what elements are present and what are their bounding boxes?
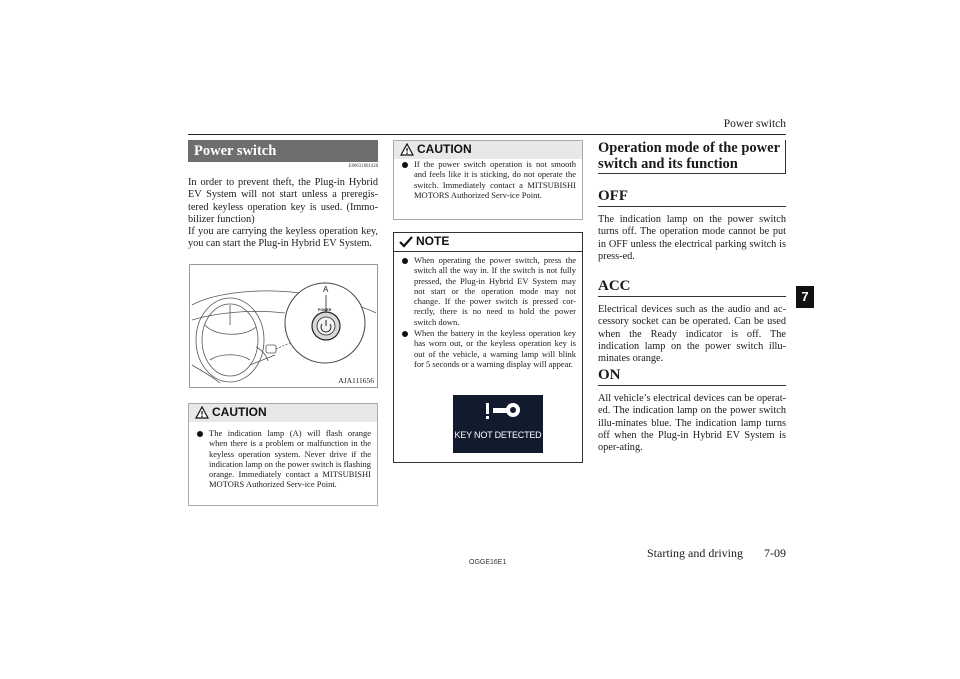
caution-box-1	[188, 403, 378, 506]
mode-off-section	[598, 188, 786, 263]
heading-rule	[598, 385, 786, 386]
warning-triangle-icon	[195, 406, 209, 419]
warning-triangle-icon	[400, 143, 414, 156]
mode-acc-text: Electrical devices such as the audio and ac-cessory socket can be operated. Can be used when the Ready indicator is off. The indication lamp on the power switch illu-minates orange.	[598, 304, 786, 365]
dashboard-illustration	[190, 265, 377, 387]
note-item	[400, 255, 576, 327]
section-title-bar: Power switch	[188, 140, 378, 162]
intro-paragraph-2: If you are carrying the keyless operation key, you can start the Plug-in Hybrid EV System.	[188, 226, 378, 250]
running-header-title: Power switch	[723, 118, 786, 130]
section-title-frame	[598, 140, 786, 174]
bullet-icon	[402, 331, 408, 337]
caution-box-2	[393, 140, 583, 220]
key-not-detected-display	[453, 395, 543, 453]
note-header	[394, 233, 582, 252]
caution-label: CAUTION	[417, 142, 472, 156]
caution-item	[400, 159, 576, 200]
note-box	[393, 232, 583, 463]
intro-text	[188, 177, 378, 251]
heading-rule	[598, 206, 786, 207]
caution-item	[195, 428, 371, 490]
bullet-icon	[402, 258, 408, 264]
note-pencil-icon	[398, 235, 414, 248]
section-title: Operation mode of the power switch and its function	[598, 140, 780, 172]
mode-on-heading: ON	[598, 367, 621, 383]
mode-off-text: The indication lamp on the power switch turns off. The operation mode cannot be put in OFF unless the electrical parking switch is press-ed.	[598, 214, 786, 262]
figure-code: AJA111656	[338, 376, 374, 385]
footer-section-name: Starting and driving	[647, 546, 743, 560]
header-rule	[188, 134, 786, 135]
note-item	[400, 328, 576, 369]
display-message: KEY NOT DETECTED	[454, 430, 542, 440]
power-switch-figure	[189, 264, 378, 388]
caution-header	[189, 404, 377, 422]
bullet-icon	[402, 162, 408, 168]
mode-acc-heading: ACC	[598, 278, 631, 294]
mode-off-heading: OFF	[598, 188, 628, 204]
note-item-text: When the battery in the keyless operation key has worn out, or the keyless operation key is out of the vehicle, a warning lamp will blink for 5 seconds or a warning display will appear.	[414, 328, 576, 369]
note-item-text: When operating the power switch, press the switch all the way in. If the switch is not fully pressed, the Plug-in Hybrid EV System may not start or the operation mode may not change. If the power switch is pressed cor-rectly, there is no need to hold the power switch down.	[414, 255, 576, 327]
key-warning-icon	[453, 395, 543, 425]
caution-header	[394, 141, 582, 159]
mode-acc-section	[598, 278, 786, 365]
intro-paragraph-1: In order to prevent theft, the Plug-in Hybrid EV System will not start unless a preregis-tered keyless operation key is used. (Immo-bilizer function)	[188, 177, 378, 225]
bullet-icon	[197, 431, 203, 437]
footer-document-code: OGGE16E1	[469, 559, 507, 566]
caution-item-text: If the power switch operation is not smooth and feels like it is sticking, do not operate the switch. Immediately contact a MITSUBISHI MOTORS Authorized Serv-ice Point.	[414, 159, 576, 200]
document-code: E00631801428	[348, 164, 378, 169]
caution-item-text: The indication lamp (A) will flash orange when there is a problem or malfunction in the keyless operation system. Never drive if the indication lamp on the power switch is flashing orange. Immediately contact a MITSUBISHI MOTORS Authorized Serv-ice Point.	[209, 428, 371, 490]
power-button-label: POWER	[318, 308, 332, 312]
mode-on-text: All vehicle’s electrical devices can be operat-ed. The indication lamp on the power switch illu-minates blue. The indication lamp turns off when the Plug-in Hybrid EV System is oper-ating.	[598, 393, 786, 454]
heading-rule	[598, 296, 786, 297]
chapter-tab: 7	[796, 286, 814, 308]
footer-page-number: 7-09	[764, 546, 786, 560]
caution-label: CAUTION	[212, 405, 267, 419]
mode-on-section	[598, 367, 786, 454]
note-label: NOTE	[416, 234, 450, 248]
callout-a-label: A	[323, 285, 329, 294]
